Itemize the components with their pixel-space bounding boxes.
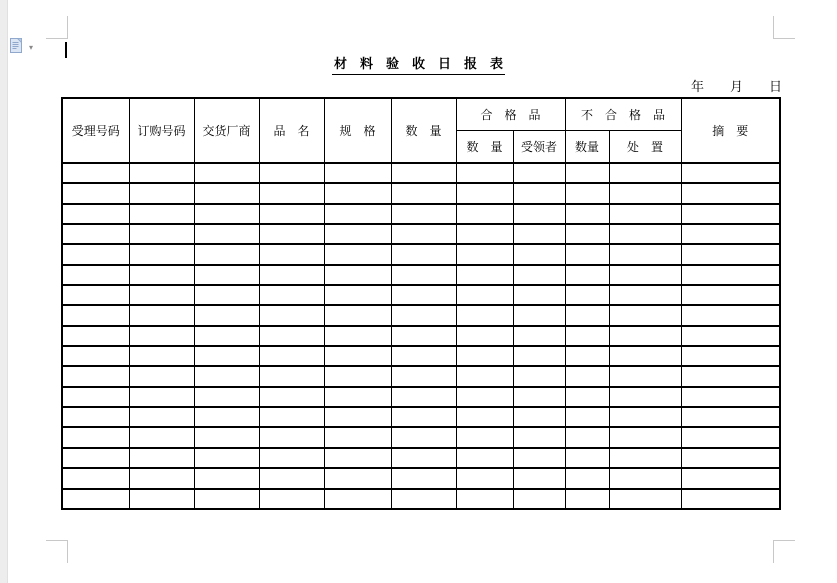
table-cell[interactable]	[456, 163, 513, 183]
table-cell[interactable]	[513, 346, 565, 366]
table-cell[interactable]	[324, 183, 391, 203]
table-cell[interactable]	[513, 448, 565, 468]
table-cell[interactable]	[194, 468, 259, 488]
table-cell[interactable]	[129, 163, 194, 183]
table-cell[interactable]	[391, 204, 456, 224]
table-cell[interactable]	[259, 305, 324, 325]
table-cell[interactable]	[513, 204, 565, 224]
table-cell[interactable]	[194, 183, 259, 203]
table-cell[interactable]	[129, 407, 194, 427]
table-cell[interactable]	[129, 244, 194, 264]
table-cell[interactable]	[62, 346, 129, 366]
table-cell[interactable]	[194, 346, 259, 366]
table-cell[interactable]	[129, 204, 194, 224]
table-cell[interactable]	[391, 305, 456, 325]
table-cell[interactable]	[609, 468, 681, 488]
table-cell[interactable]	[513, 387, 565, 407]
table-row	[62, 244, 780, 264]
table-row	[62, 265, 780, 285]
table-cell[interactable]	[324, 427, 391, 447]
table-cell[interactable]	[62, 468, 129, 488]
table-cell[interactable]	[681, 346, 780, 366]
table-cell[interactable]	[565, 265, 609, 285]
table-cell[interactable]	[62, 224, 129, 244]
table-cell[interactable]	[681, 326, 780, 346]
table-cell[interactable]	[609, 305, 681, 325]
col-header-supplier: 交货厂商	[194, 98, 259, 163]
table-cell[interactable]	[129, 468, 194, 488]
table-cell[interactable]	[456, 427, 513, 447]
table-cell[interactable]	[324, 305, 391, 325]
crop-mark-top-left-v	[67, 16, 68, 39]
table-cell[interactable]	[609, 265, 681, 285]
table-cell[interactable]	[609, 163, 681, 183]
table-cell[interactable]	[129, 265, 194, 285]
table-cell[interactable]	[129, 285, 194, 305]
table-cell[interactable]	[609, 224, 681, 244]
table-cell[interactable]	[324, 326, 391, 346]
table-cell[interactable]	[391, 468, 456, 488]
table-cell[interactable]	[609, 183, 681, 203]
table-cell[interactable]	[62, 204, 129, 224]
table-cell[interactable]	[681, 387, 780, 407]
table-cell[interactable]	[324, 244, 391, 264]
table-cell[interactable]	[513, 489, 565, 510]
table-cell[interactable]	[62, 427, 129, 447]
table-cell[interactable]	[456, 468, 513, 488]
table-cell[interactable]	[456, 346, 513, 366]
table-row	[62, 346, 780, 366]
table-cell[interactable]	[62, 366, 129, 386]
table-cell[interactable]	[681, 468, 780, 488]
table-cell[interactable]	[194, 285, 259, 305]
crop-mark-top-left-h	[46, 38, 68, 39]
table-cell[interactable]	[565, 407, 609, 427]
table-cell[interactable]	[681, 224, 780, 244]
table-cell[interactable]	[609, 244, 681, 264]
table-cell[interactable]	[259, 244, 324, 264]
table-cell[interactable]	[129, 448, 194, 468]
table-cell[interactable]	[681, 305, 780, 325]
table-cell[interactable]	[129, 346, 194, 366]
table-cell[interactable]	[681, 163, 780, 183]
table-cell[interactable]	[391, 244, 456, 264]
table-header	[62, 98, 780, 163]
table-cell[interactable]	[129, 489, 194, 510]
table-cell[interactable]	[259, 224, 324, 244]
table-cell[interactable]	[259, 346, 324, 366]
table-cell[interactable]	[456, 224, 513, 244]
table-cell[interactable]	[391, 448, 456, 468]
col-header-unqualified-qty: 数量	[565, 130, 609, 163]
table-cell[interactable]	[681, 183, 780, 203]
table-cell[interactable]	[259, 163, 324, 183]
col-header-qualified-qty: 数 量	[456, 130, 513, 163]
table-cell[interactable]	[259, 183, 324, 203]
table-row	[62, 326, 780, 346]
table-cell[interactable]	[513, 305, 565, 325]
table-cell[interactable]	[456, 448, 513, 468]
table-cell[interactable]	[194, 448, 259, 468]
header-row-1	[62, 98, 780, 130]
table-cell[interactable]	[324, 265, 391, 285]
table-cell[interactable]	[513, 468, 565, 488]
table-cell[interactable]	[456, 265, 513, 285]
table-cell[interactable]	[259, 427, 324, 447]
table-cell[interactable]	[194, 366, 259, 386]
table-cell[interactable]	[565, 224, 609, 244]
crop-mark-top-right-v	[773, 16, 774, 39]
table-cell[interactable]	[129, 427, 194, 447]
table-cell[interactable]	[609, 366, 681, 386]
table-cell[interactable]	[324, 489, 391, 510]
table-cell[interactable]	[609, 346, 681, 366]
table-cell[interactable]	[391, 285, 456, 305]
col-header-unqualified-disposal: 处 置	[609, 130, 681, 163]
crop-mark-bottom-left-v	[67, 541, 68, 563]
table-cell[interactable]	[609, 326, 681, 346]
col-header-quantity: 数 量	[391, 98, 456, 163]
table-cell[interactable]	[259, 265, 324, 285]
table-body	[62, 163, 780, 509]
table-cell[interactable]	[681, 407, 780, 427]
table-cell[interactable]	[565, 285, 609, 305]
table-cell[interactable]	[259, 448, 324, 468]
table-cell[interactable]	[391, 489, 456, 510]
table-cell[interactable]	[194, 204, 259, 224]
table-cell[interactable]	[194, 489, 259, 510]
crop-mark-bottom-right-v	[773, 541, 774, 563]
dropdown-arrow-icon[interactable]: ▾	[29, 43, 34, 52]
table-cell[interactable]	[62, 489, 129, 510]
table-cell[interactable]	[129, 224, 194, 244]
date-line: 年 月 日	[690, 79, 782, 94]
table-cell[interactable]	[456, 305, 513, 325]
table-row	[62, 427, 780, 447]
table-cell[interactable]	[513, 224, 565, 244]
table-row	[62, 224, 780, 244]
table-cell[interactable]	[324, 448, 391, 468]
table-cell[interactable]	[194, 387, 259, 407]
table-cell[interactable]	[194, 224, 259, 244]
table-cell[interactable]	[609, 407, 681, 427]
table-row	[62, 183, 780, 203]
table-cell[interactable]	[513, 163, 565, 183]
table-cell[interactable]	[62, 387, 129, 407]
col-header-unqualified-group: 不 合 格 品	[565, 98, 681, 130]
table-cell[interactable]	[456, 366, 513, 386]
table-cell[interactable]	[513, 285, 565, 305]
table-cell[interactable]	[324, 204, 391, 224]
table-cell[interactable]	[609, 489, 681, 510]
table-cell[interactable]	[129, 326, 194, 346]
table-cell[interactable]	[194, 427, 259, 447]
table-cell[interactable]	[259, 285, 324, 305]
table-cell[interactable]	[609, 427, 681, 447]
table-cell[interactable]	[456, 285, 513, 305]
table-cell[interactable]	[259, 489, 324, 510]
table-cell[interactable]	[456, 387, 513, 407]
table-cell[interactable]	[129, 366, 194, 386]
table-cell[interactable]	[609, 285, 681, 305]
table-row	[62, 305, 780, 325]
table-row	[62, 366, 780, 386]
table-cell[interactable]	[513, 407, 565, 427]
table-cell[interactable]	[391, 346, 456, 366]
table-cell[interactable]	[456, 244, 513, 264]
table-cell[interactable]	[565, 489, 609, 510]
document-title: 材 料 验 收 日 报 表	[332, 53, 505, 75]
table-cell[interactable]	[259, 468, 324, 488]
table-cell[interactable]	[129, 387, 194, 407]
table-row	[62, 468, 780, 488]
table-cell[interactable]	[324, 224, 391, 244]
table-row	[62, 204, 780, 224]
table-cell[interactable]	[456, 326, 513, 346]
table-cell[interactable]	[259, 407, 324, 427]
window-edge-strip	[0, 0, 8, 583]
col-header-accept-no: 受理号码	[62, 98, 129, 163]
table-row	[62, 407, 780, 427]
table-cell[interactable]	[681, 285, 780, 305]
table-cell[interactable]	[513, 244, 565, 264]
table-cell[interactable]	[324, 366, 391, 386]
table-cell[interactable]	[681, 265, 780, 285]
col-header-summary: 摘 要	[681, 98, 780, 163]
table-cell[interactable]	[391, 163, 456, 183]
table-cell[interactable]	[194, 407, 259, 427]
table-cell[interactable]	[129, 183, 194, 203]
table-cell[interactable]	[324, 163, 391, 183]
table-cell[interactable]	[565, 305, 609, 325]
col-header-item-name: 品 名	[259, 98, 324, 163]
table-cell[interactable]	[513, 183, 565, 203]
table-row	[62, 163, 780, 183]
table-cell[interactable]	[62, 183, 129, 203]
table-cell[interactable]	[681, 489, 780, 510]
table-cell[interactable]	[194, 244, 259, 264]
table-cell[interactable]	[565, 183, 609, 203]
table-row	[62, 285, 780, 305]
table-cell[interactable]	[62, 244, 129, 264]
crop-mark-bottom-right-h	[773, 540, 795, 541]
crop-mark-top-right-h	[773, 38, 795, 39]
table-cell[interactable]	[391, 387, 456, 407]
table-row	[62, 489, 780, 510]
table-cell[interactable]	[259, 366, 324, 386]
col-header-order-no: 订购号码	[129, 98, 194, 163]
table-cell[interactable]	[129, 305, 194, 325]
table-cell[interactable]	[565, 163, 609, 183]
table-cell[interactable]	[259, 387, 324, 407]
table-cell[interactable]	[62, 305, 129, 325]
table-cell[interactable]	[513, 427, 565, 447]
table-cell[interactable]	[194, 265, 259, 285]
table-cell[interactable]	[681, 244, 780, 264]
table-cell[interactable]	[565, 326, 609, 346]
table-cell[interactable]	[324, 346, 391, 366]
col-header-qualified-group: 合 格 品	[456, 98, 565, 130]
title-row	[0, 53, 837, 75]
table-cell[interactable]	[391, 265, 456, 285]
table-cell[interactable]	[565, 427, 609, 447]
table-cell[interactable]	[194, 163, 259, 183]
table-cell[interactable]	[62, 326, 129, 346]
table-cell[interactable]	[456, 183, 513, 203]
table-cell[interactable]	[391, 183, 456, 203]
table-cell[interactable]	[681, 204, 780, 224]
table-cell[interactable]	[513, 265, 565, 285]
col-header-spec: 规 格	[324, 98, 391, 163]
table-cell[interactable]	[62, 407, 129, 427]
table-cell[interactable]	[565, 244, 609, 264]
table-cell[interactable]	[565, 448, 609, 468]
report-table	[61, 97, 781, 510]
table-cell[interactable]	[456, 489, 513, 510]
table-cell[interactable]	[391, 224, 456, 244]
table-row	[62, 387, 780, 407]
table-row	[62, 448, 780, 468]
table-cell[interactable]	[324, 387, 391, 407]
table-cell[interactable]	[324, 285, 391, 305]
table-cell[interactable]	[681, 366, 780, 386]
table-cell[interactable]	[194, 326, 259, 346]
table-cell[interactable]	[324, 407, 391, 427]
table-cell[interactable]	[681, 427, 780, 447]
table-cell[interactable]	[259, 204, 324, 224]
table-cell[interactable]	[194, 305, 259, 325]
table-cell[interactable]	[62, 285, 129, 305]
table-cell[interactable]	[565, 346, 609, 366]
table-cell[interactable]	[62, 265, 129, 285]
table-cell[interactable]	[391, 326, 456, 346]
crop-mark-bottom-left-h	[46, 540, 68, 541]
table-cell[interactable]	[513, 366, 565, 386]
table-cell[interactable]	[456, 204, 513, 224]
col-header-qualified-receiver: 受领者	[513, 130, 565, 163]
table-cell[interactable]	[609, 204, 681, 224]
table-cell[interactable]	[391, 366, 456, 386]
table-cell[interactable]	[565, 366, 609, 386]
table-cell[interactable]	[565, 468, 609, 488]
table-cell[interactable]	[62, 448, 129, 468]
table-cell[interactable]	[565, 204, 609, 224]
table-cell[interactable]	[565, 387, 609, 407]
table-cell[interactable]	[456, 407, 513, 427]
table-cell[interactable]	[681, 448, 780, 468]
table-cell[interactable]	[324, 468, 391, 488]
table-cell[interactable]	[609, 448, 681, 468]
table-cell[interactable]	[62, 163, 129, 183]
table-cell[interactable]	[259, 326, 324, 346]
table-cell[interactable]	[391, 427, 456, 447]
table-cell[interactable]	[609, 387, 681, 407]
table-cell[interactable]	[513, 326, 565, 346]
table-cell[interactable]	[391, 407, 456, 427]
